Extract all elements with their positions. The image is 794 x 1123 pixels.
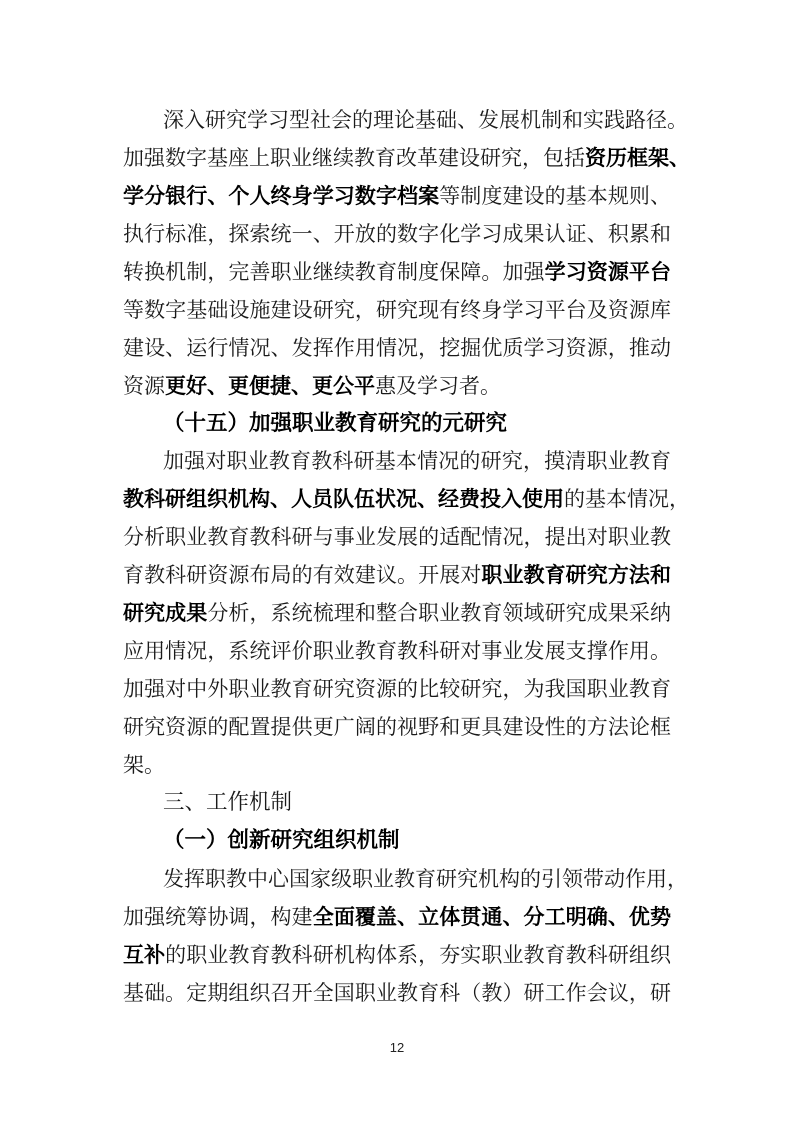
text-line [123, 290, 671, 330]
bold-text: 资历框架、 [585, 146, 690, 170]
bold-text: 全面覆盖、立体贯通、分工明确、优势 [312, 905, 672, 929]
text-segment: 架。 [123, 753, 165, 777]
text-line [123, 707, 671, 747]
text-line [123, 252, 671, 292]
text-line [163, 859, 688, 899]
bold-text: 互补 [123, 943, 166, 967]
section-heading [163, 821, 671, 861]
text-segment: 转换机制，完善职业继续教育制度保障。加强 [123, 260, 545, 284]
text-line [123, 745, 671, 785]
text-line [123, 631, 671, 671]
text-line [123, 669, 671, 709]
text-line [123, 517, 671, 557]
bold-text: 学习资源平台 [544, 260, 672, 284]
text-segment: 研究资源的配置提供更广阔的视野和更具建设性的方法论框 [123, 715, 671, 739]
text-line [123, 138, 690, 178]
text-line [123, 366, 671, 406]
text-line [123, 176, 671, 216]
bold-text: 研究成果 [123, 601, 208, 625]
bold-text: （十五）加强职业教育研究的元研究 [163, 411, 508, 436]
text-segment: 等制度建设的基本规则、 [439, 184, 672, 208]
text-segment: 分析职业教育教科研与事业发展的适配情况，提出对职业教 [123, 525, 671, 549]
page-number: 12 [389, 1040, 405, 1055]
text-segment: 三、工作机制 [163, 790, 293, 815]
text-segment: 建设、运行情况、发挥作用情况，挖掘优质学习资源，推动 [123, 336, 671, 360]
text-segment: 资源 [123, 374, 165, 398]
section-heading [163, 783, 671, 823]
text-line [123, 935, 671, 975]
text-segment: 的基本情况， [564, 487, 690, 511]
bold-text: 学分银行、个人终身学习数字档案 [123, 184, 440, 208]
text-segment: 加强数字基座上职业继续教育改革建设研究，包括 [123, 146, 585, 170]
bold-text: 教科研组织机构、人员队伍状况、经费投入使用 [123, 487, 564, 511]
text-line [123, 973, 671, 1013]
text-segment: 执行标准，探索统一、开放的数字化学习成果认证、积累和 [123, 222, 671, 246]
bold-text: 更好、更便捷、更公平 [165, 374, 375, 398]
section-heading [163, 404, 671, 444]
text-segment: 加强统筹协调，构建 [123, 905, 313, 929]
text-segment: 发挥职教中心国家级职业教育研究机构的引领带动作用， [163, 867, 688, 891]
text-segment: 等数字基础设施建设研究，研究现有终身学习平台及资源库 [123, 298, 671, 322]
text-segment: 加强对中外职业教育研究资源的比较研究，为我国职业教育 [123, 677, 671, 701]
text-line [163, 100, 688, 140]
text-line [123, 593, 671, 633]
text-segment: 分析，系统梳理和整合职业教育领域研究成果采纳 [207, 601, 672, 625]
text-line [123, 555, 671, 595]
text-line [123, 479, 690, 519]
text-line [123, 214, 671, 254]
text-segment: 惠及学习者。 [375, 374, 501, 398]
text-segment: 应用情况，系统评价职业教育教科研对事业发展支撑作用。 [123, 639, 671, 663]
text-line [123, 328, 671, 368]
bold-text: 职业教育研究方法和 [481, 563, 671, 587]
text-segment: 育教科研资源布局的有效建议。开展对 [123, 563, 482, 587]
text-segment: 加强对职业教育教科研基本情况的研究，摸清职业教育 [163, 449, 671, 473]
text-line [163, 441, 671, 481]
text-segment: 基础。定期组织召开全国职业教育科（教）研工作会议，研 [123, 981, 671, 1005]
bold-text: （一）创新研究组织机制 [163, 828, 400, 853]
text-line [123, 897, 671, 937]
text-segment: 的职业教育教科研机构体系，夯实职业教育教科研组织 [165, 943, 672, 967]
text-segment: 深入研究学习型社会的理论基础、发展机制和实践路径。 [163, 108, 688, 132]
